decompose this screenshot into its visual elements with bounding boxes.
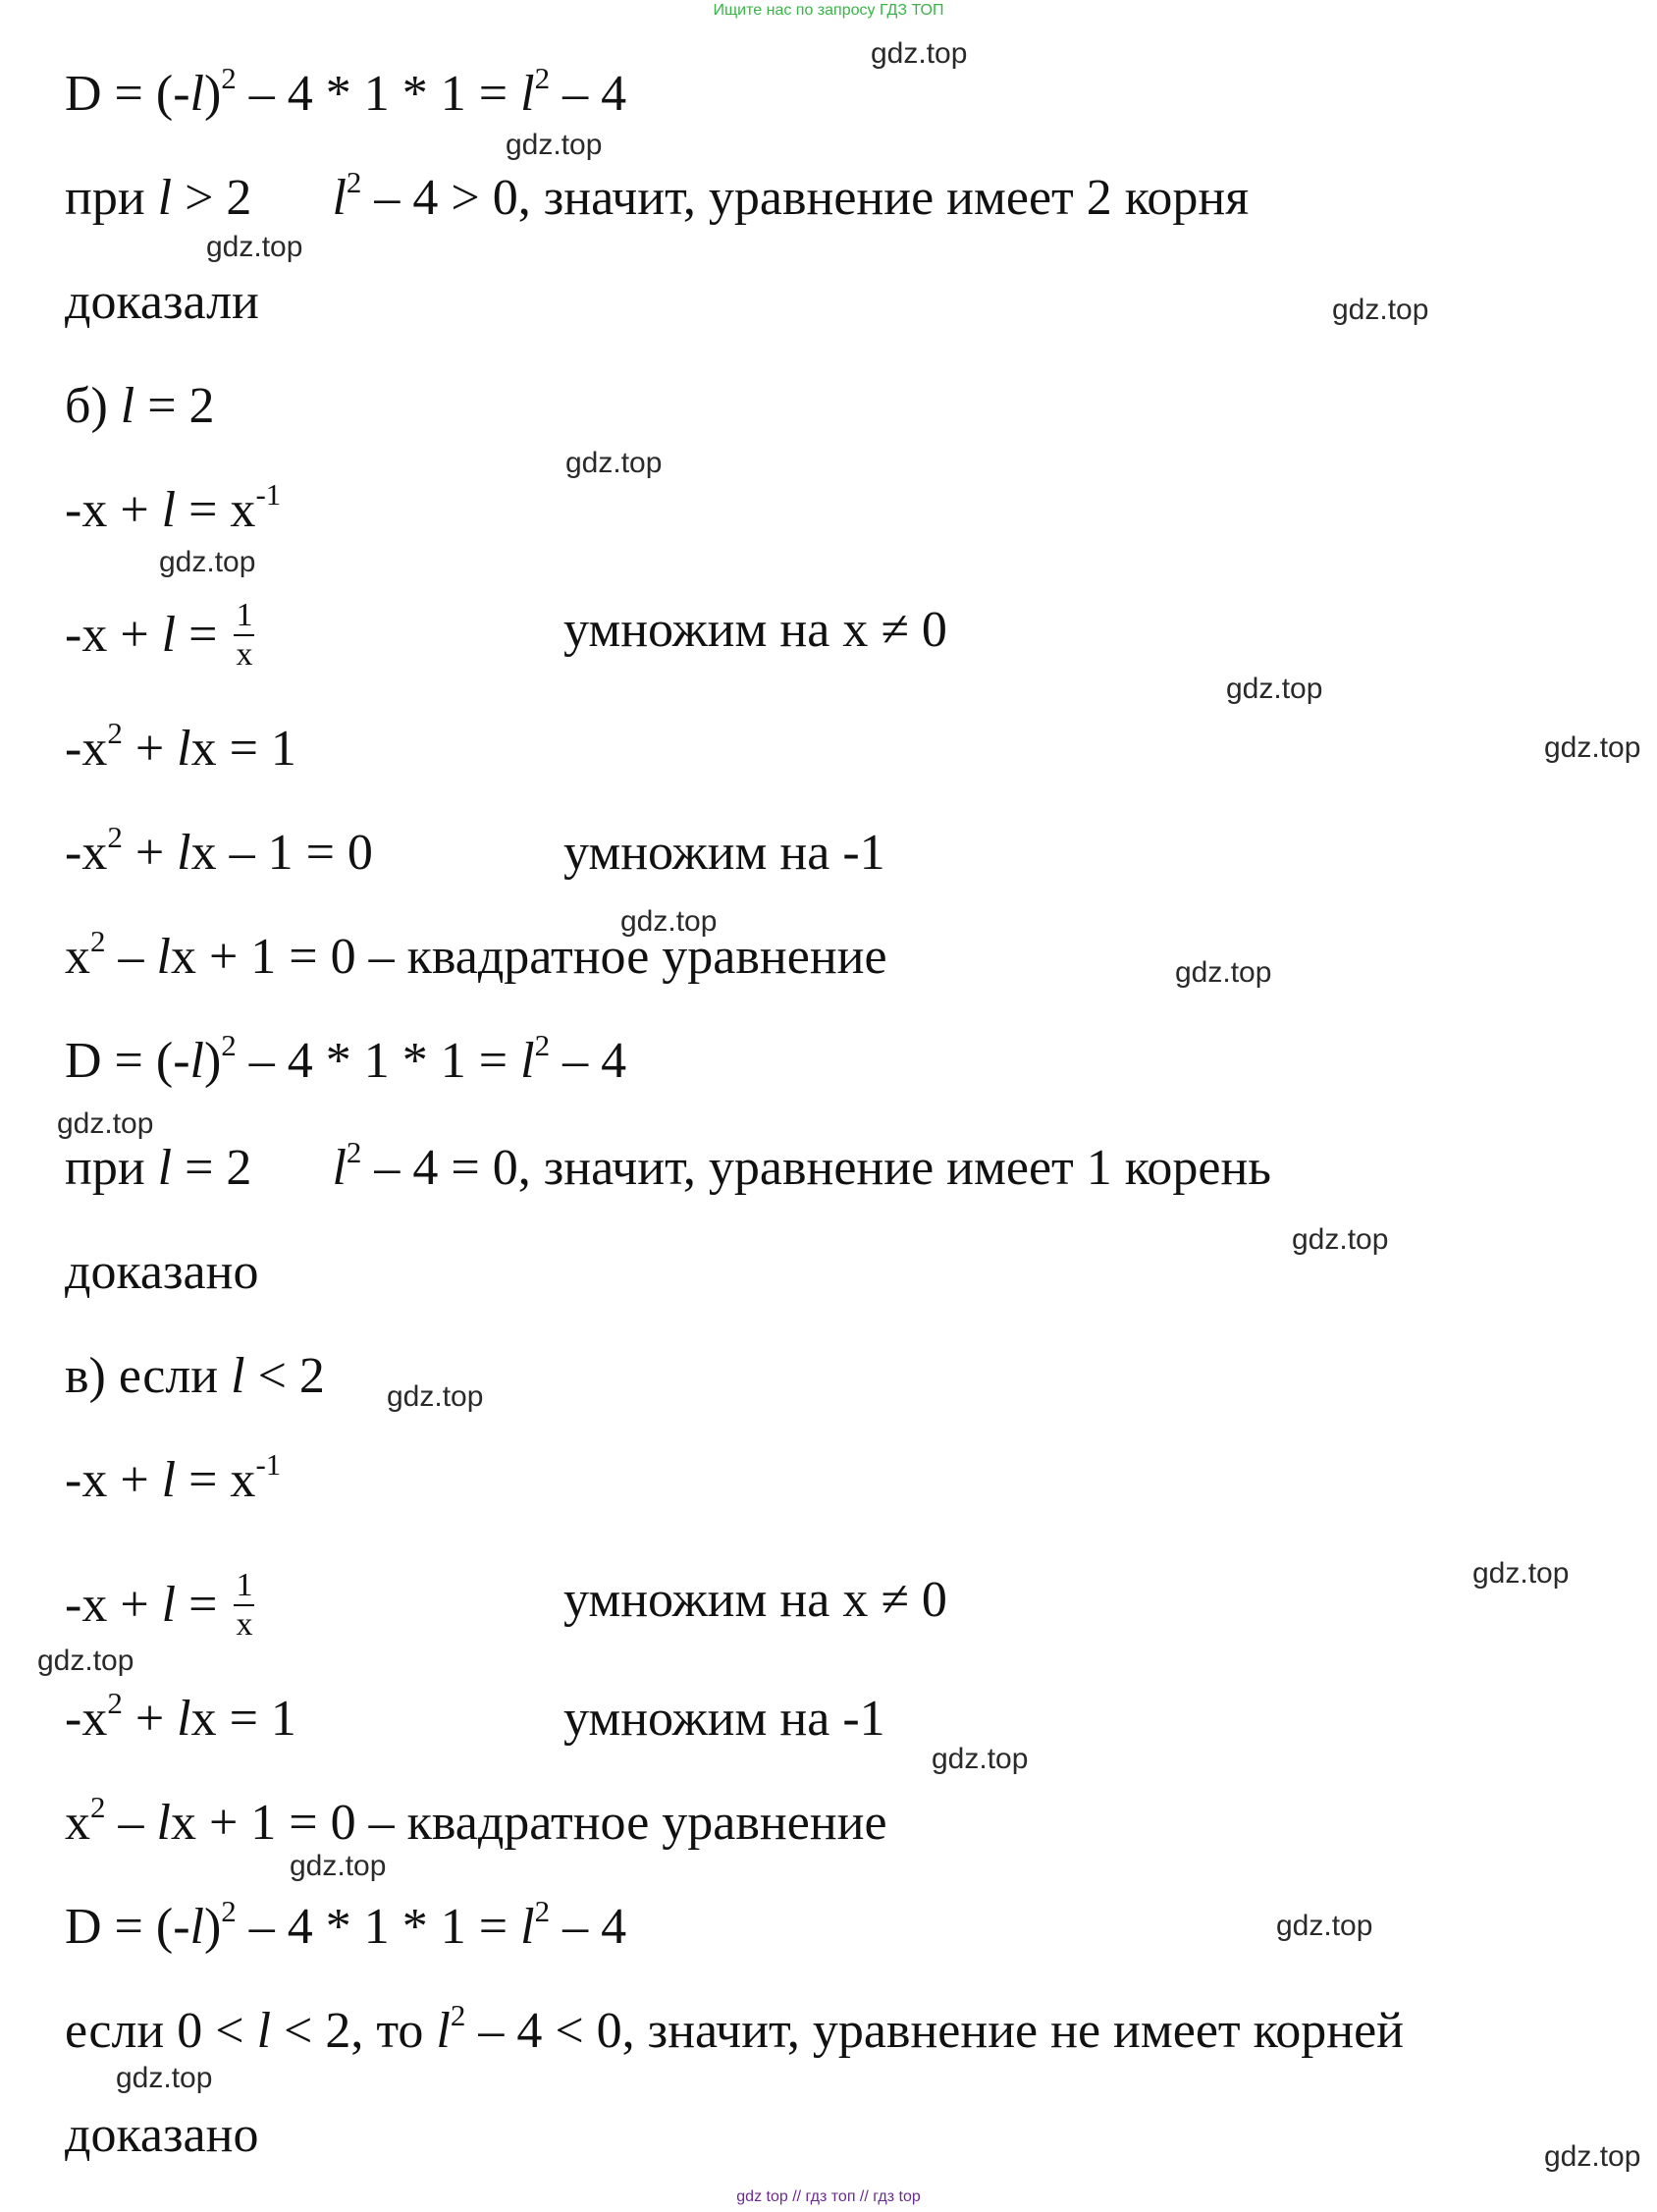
condition-line-2: при l = 2 $l^2 - 4 = 0$, значит, уравнение имеет 1 корень [65, 1135, 1272, 1196]
conclusion-line-1: доказали [65, 274, 259, 330]
watermark: gdz.top [506, 129, 603, 161]
bottom-banner: gdz top // гдз топ // гдз top [736, 2188, 921, 2205]
watermark: gdz.top [1292, 1223, 1389, 1256]
fraction-one-over-x-2: $\frac{1}{x}$ [236, 1567, 253, 1643]
watermark: gdz.top [1276, 1910, 1373, 1942]
quadratic-line-b: $x^2$ – lx + 1 = 0 – квадратное уравнение [65, 924, 887, 985]
equation-line-v2: -x + l = $\frac{1}{x}$ умножим на x ≠ 0 [65, 1567, 947, 1643]
section-v-heading: в) если l < 2 [65, 1348, 325, 1404]
watermark: gdz.top [290, 1850, 387, 1882]
watermark: gdz.top [206, 231, 303, 263]
quadratic-line-v: $x^2$ – lx + 1 = 0 – квадратное уравнение [65, 1790, 887, 1851]
discriminant-line-2: $D = (-l)^2 - 4 * 1 * 1 = l^2 - 4$ [65, 1028, 627, 1089]
watermark: gdz.top [116, 2062, 213, 2094]
watermark: gdz.top [1332, 294, 1429, 326]
watermark: gdz.top [159, 546, 256, 578]
equation-line-b4: $-x^2$ + lx – 1 = 0 умножим на -1 [65, 820, 885, 881]
equation-line-b3: $-x^2$ + lx = 1 [65, 716, 296, 777]
fraction-one-over-x: $\frac{1}{x}$ [236, 597, 253, 673]
watermark: gdz.top [871, 37, 968, 70]
watermark: gdz.top [1175, 956, 1272, 989]
watermark: gdz.top [1472, 1557, 1570, 1590]
top-banner: Ищите нас по запросу ГДЗ ТОП [713, 2, 944, 19]
watermark: gdz.top [37, 1645, 134, 1677]
watermark: gdz.top [1544, 2140, 1641, 2173]
watermark: gdz.top [620, 905, 718, 938]
conclusion-line-3: доказано [65, 2107, 259, 2163]
watermark: gdz.top [1544, 731, 1641, 764]
condition-line-1: при l > 2 $l^2 - 4 > 0$, значит, уравнение имеет 2 корня [65, 165, 1250, 226]
discriminant-line-3: $D = (-l)^2 - 4 * 1 * 1 = l^2 - 4$ [65, 1894, 627, 1955]
section-b-heading: б) l = 2 [65, 378, 215, 434]
conclusion-line-2: доказано [65, 1244, 259, 1300]
watermark: gdz.top [932, 1743, 1029, 1775]
discriminant-line-1: $D = (-l)^2 - 4 * 1 * 1 = l^2 - 4$ [65, 61, 627, 122]
watermark: gdz.top [565, 447, 663, 479]
equation-line-v3: $-x^2$ + lx = 1 умножим на -1 [65, 1686, 885, 1747]
watermark: gdz.top [57, 1107, 154, 1140]
equation-line-v1: $-x + l = x^{-1}$ [65, 1447, 282, 1508]
watermark: gdz.top [1226, 673, 1323, 705]
watermark: gdz.top [387, 1380, 484, 1413]
equation-line-b2: -x + l = $\frac{1}{x}$ умножим на x ≠ 0 [65, 597, 947, 673]
equation-line-b1: $-x + l = x^{-1}$ [65, 477, 282, 538]
condition-line-3: если 0 < l < 2, то $l^2 - 4 < 0$, значит, уравнение не имеет корней [65, 1998, 1404, 2059]
